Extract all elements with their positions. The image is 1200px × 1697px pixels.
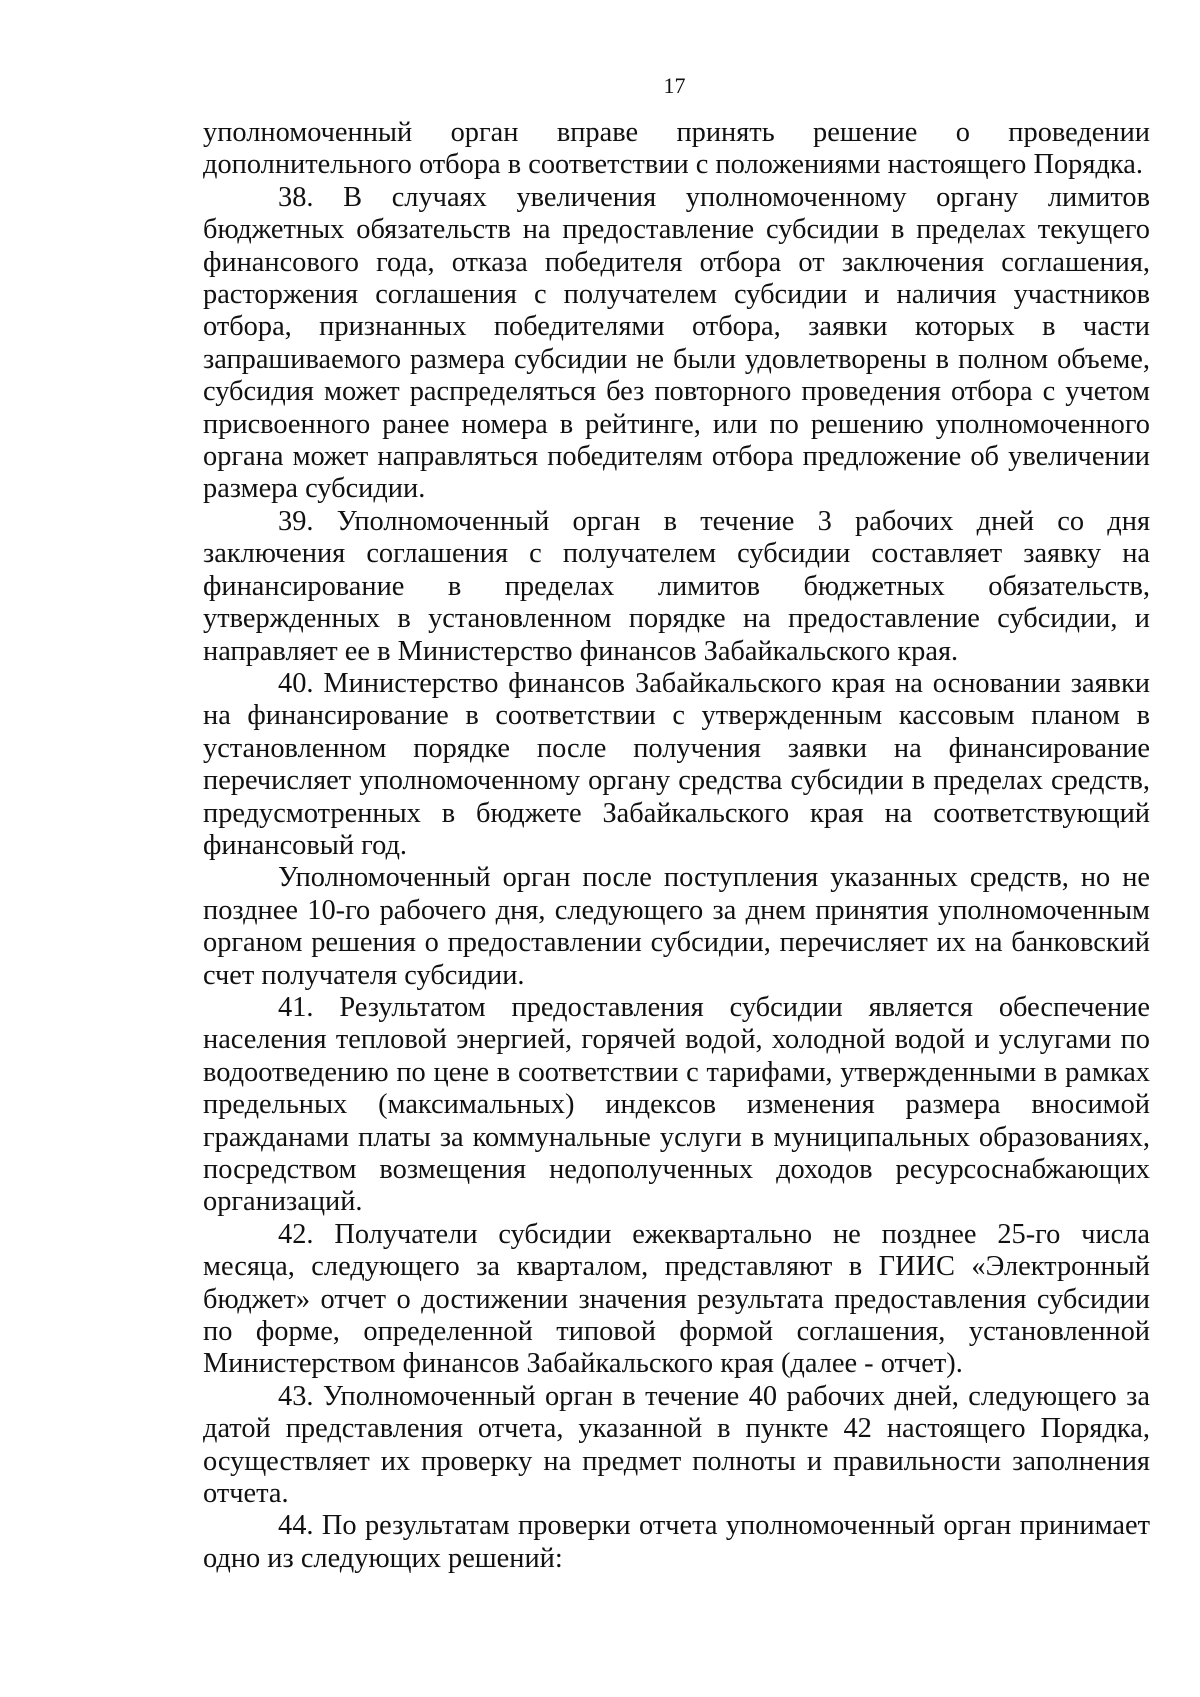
paragraph-40: 40. Министерство финансов Забайкальского края на основании заявки на финансирование в соответствии с утвержденным кассовым планом в установленном порядке после получения заявки на финансирование перечисляет уполномоченному органу средства субсидии в пределах средств, предусмотренных в бюджете Забайкальского края на соответствующий финансовый год.: [203, 667, 1150, 861]
paragraph-39: 39. Уполномоченный орган в течение 3 рабочих дней со дня заключения соглашения с получателем субсидии составляет заявку на финансирование в пределах лимитов бюджетных обязательств, утвержденных в установленном порядке на предоставление субсидии, и направляет ее в Министерство финансов Забайкальского края.: [203, 505, 1150, 667]
document-body: [203, 117, 1150, 1575]
paragraph-44: 44. По результатам проверки отчета уполномоченный орган принимает одно из следующих решений:: [203, 1510, 1150, 1574]
paragraph-43: 43. Уполномоченный орган в течение 40 рабочих дней, следующего за датой представления отчета, указанной в пункте 42 настоящего Порядка, осуществляет их проверку на предмет полноты и правильности заполнения отчета.: [203, 1380, 1150, 1510]
page-number: 17: [663, 73, 686, 98]
paragraph-40-continuation: Уполномоченный орган после поступления указанных средств, но не позднее 10-го рабочего дня, следующего за днем принятия уполномоченным органом решения о предоставлении субсидии, перечисляет их на банковский счет получателя субсидии.: [203, 862, 1150, 991]
paragraph-42: 42. Получатели субсидии ежеквартально не позднее 25-го числа месяца, следующего за кварталом, представляют в ГИИС «Электронный бюджет» отчет о достижении значения результата предоставления субсидии по форме, определенной типовой формой соглашения, установленной Министерством финансов Забайкальского края (далее - отчет).: [203, 1218, 1150, 1380]
paragraph-41: 41. Результатом предоставления субсидии является обеспечение населения тепловой энергией, горячей водой, холодной водой и услугами по водоотведению по цене в соответствии с тарифами, утвержденными в рамках предельных (максимальных) индексов изменения размера вносимой гражданами платы за коммунальные услуги в муниципальных образованиях, посредством возмещения недополученных доходов ресурсоснабжающих организаций.: [203, 991, 1150, 1218]
paragraph-continuation: уполномоченный орган вправе принять решение о проведении дополнительного отбора в соответствии с положениями настоящего Порядка.: [203, 117, 1150, 181]
paragraph-38: 38. В случаях увеличения уполномоченному органу лимитов бюджетных обязательств на предоставление субсидии в пределах текущего финансового года, отказа победителя отбора от заключения соглашения, расторжения соглашения с получателем субсидии и наличия участников отбора, признанных победителями отбора, заявки которых в части запрашиваемого размера субсидии не были удовлетворены в полном объеме, субсидия может распределяться без повторного проведения отбора с учетом присвоенного ранее номера в рейтинге, или по решению уполномоченного органа может направляться победителям отбора предложение об увеличении размера субсидии.: [203, 181, 1150, 505]
